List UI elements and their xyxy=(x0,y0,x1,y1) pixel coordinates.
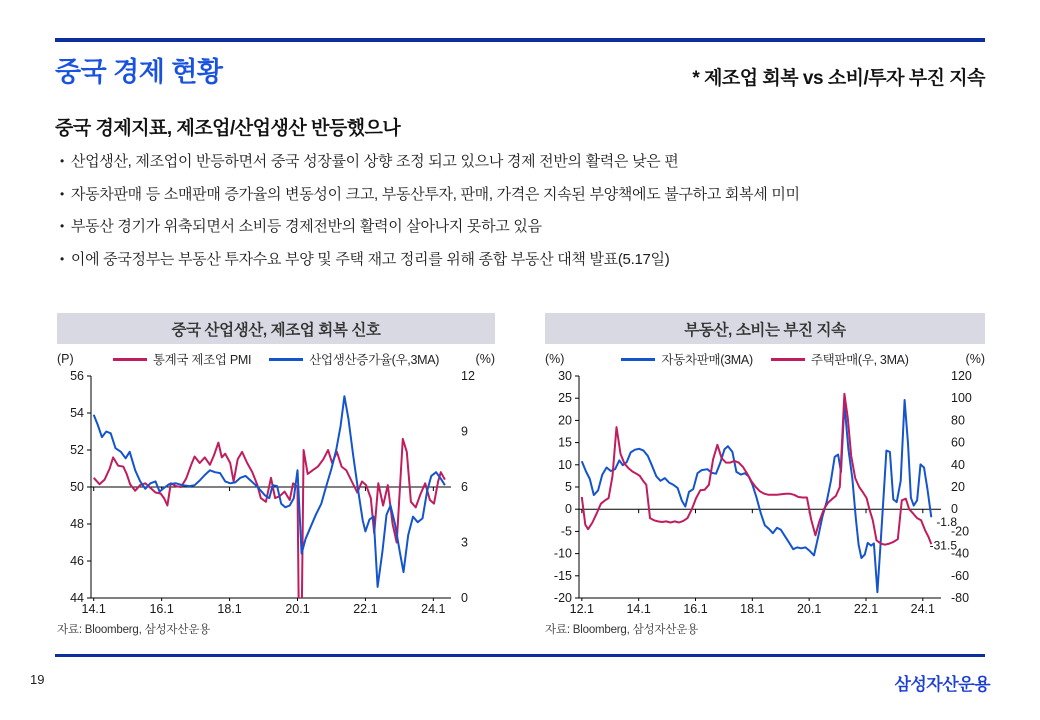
right-axis-unit: (%) xyxy=(965,352,985,366)
svg-text:20: 20 xyxy=(558,413,572,428)
svg-text:-5: -5 xyxy=(560,524,572,539)
svg-text:44: 44 xyxy=(70,591,84,605)
bullet-item: • 부동산 경기가 위축되면서 소비등 경제전반의 활력이 살아나지 못하고 있음 xyxy=(60,217,990,237)
chart-panel-industrial xyxy=(57,313,495,637)
svg-text:14.1: 14.1 xyxy=(81,602,106,616)
svg-text:0: 0 xyxy=(951,502,958,517)
svg-text:18.1: 18.1 xyxy=(217,602,242,616)
auto-home-sales-chart xyxy=(545,368,985,620)
svg-text:12: 12 xyxy=(461,369,475,383)
legend-item: 주택판매(우, 3MA) xyxy=(771,350,909,368)
chart-title-industrial: 중국 산업생산, 제조업 회복 신호 xyxy=(57,313,495,344)
svg-text:46: 46 xyxy=(70,554,84,568)
svg-text:16.1: 16.1 xyxy=(149,602,174,616)
bullet-list xyxy=(60,152,990,282)
page-number: 19 xyxy=(30,672,45,687)
svg-text:18.1: 18.1 xyxy=(740,602,765,616)
svg-text:20.1: 20.1 xyxy=(285,602,310,616)
svg-text:22.1: 22.1 xyxy=(853,602,879,616)
svg-text:80: 80 xyxy=(951,413,965,428)
right-axis-unit: (%) xyxy=(475,352,495,366)
svg-text:40: 40 xyxy=(951,457,965,472)
svg-text:16.1: 16.1 xyxy=(683,602,708,616)
svg-text:-20: -20 xyxy=(553,591,572,605)
svg-text:22.1: 22.1 xyxy=(353,602,378,616)
svg-text:30: 30 xyxy=(558,369,572,383)
svg-text:25: 25 xyxy=(558,391,572,406)
svg-text:24.1: 24.1 xyxy=(910,602,935,616)
title-annotation: * 제조업 회복 vs 소비/투자 부진 지속 xyxy=(692,68,985,89)
source-note: 자료: Bloomberg, 삼성자산운용 xyxy=(57,624,211,636)
svg-text:20: 20 xyxy=(951,480,965,494)
svg-text:24.1: 24.1 xyxy=(421,602,446,616)
legend-line-swatch xyxy=(113,358,147,361)
svg-text:54: 54 xyxy=(70,406,84,420)
svg-text:20.1: 20.1 xyxy=(796,602,822,616)
svg-text:15: 15 xyxy=(558,435,572,450)
legend-item: 통계국 제조업 PMI xyxy=(113,350,251,368)
svg-text:120: 120 xyxy=(951,369,972,383)
svg-text:-31.5: -31.5 xyxy=(929,538,957,553)
subtitle: 중국 경제지표, 제조업/산업생산 반등했으나 xyxy=(55,118,401,139)
svg-text:60: 60 xyxy=(951,435,965,450)
svg-text:0: 0 xyxy=(565,502,572,517)
legend-item: 산업생산증가율(우,3MA) xyxy=(269,350,439,368)
page-title: 중국 경제 현황 xyxy=(55,57,223,87)
industrial-production-pmi-chart xyxy=(57,368,495,620)
svg-text:50: 50 xyxy=(70,480,84,494)
svg-text:5: 5 xyxy=(565,480,572,494)
top-rule xyxy=(55,38,985,42)
legend-item: 자동차판매(3MA) xyxy=(621,350,752,368)
legend-line-swatch xyxy=(269,358,303,361)
svg-text:-60: -60 xyxy=(951,568,970,583)
bullet-item: • 이에 중국정부는 부동산 투자수요 부양 및 주택 재고 정리를 위해 종합 부동산 대책 발표(5.17일) xyxy=(60,250,990,270)
svg-text:100: 100 xyxy=(951,391,972,406)
left-axis-unit: (P) xyxy=(57,352,74,366)
chart-legend-industrial xyxy=(57,350,495,368)
svg-text:9: 9 xyxy=(461,424,468,439)
svg-text:10: 10 xyxy=(558,457,572,472)
svg-text:12.1: 12.1 xyxy=(569,602,595,616)
legend-line-swatch xyxy=(771,358,805,361)
bullet-item: • 산업생산, 제조업이 반등하면서 중국 성장률이 상향 조정 되고 있으나 경제 전반의 활력은 낮은 편 xyxy=(60,152,990,172)
svg-text:0: 0 xyxy=(461,591,468,605)
svg-text:-80: -80 xyxy=(951,591,970,605)
bullet-item: • 자동차판매 등 소매판매 증가율의 변동성이 크고, 부동산투자, 판매, 가격은 지속된 부양책에도 불구하고 회복세 미미 xyxy=(60,185,990,205)
svg-text:14.1: 14.1 xyxy=(626,602,651,616)
svg-text:3: 3 xyxy=(461,535,468,550)
svg-text:-1.8: -1.8 xyxy=(936,515,957,530)
svg-text:-10: -10 xyxy=(553,546,572,561)
svg-text:48: 48 xyxy=(70,517,84,531)
company-logo: 삼성자산운용 xyxy=(894,675,990,694)
svg-text:52: 52 xyxy=(70,443,84,457)
svg-text:56: 56 xyxy=(70,369,84,383)
chart-title-property: 부동산, 소비는 부진 지속 xyxy=(545,313,985,344)
source-note: 자료: Bloomberg, 삼성자산운용 xyxy=(545,624,699,636)
svg-text:6: 6 xyxy=(461,480,468,494)
chart-legend-property xyxy=(545,350,985,368)
legend-line-swatch xyxy=(621,358,655,361)
bottom-rule xyxy=(55,654,985,657)
svg-text:-20: -20 xyxy=(951,524,970,539)
left-axis-unit: (%) xyxy=(545,352,565,366)
svg-text:-40: -40 xyxy=(951,546,970,561)
chart-panel-property xyxy=(545,313,985,637)
svg-text:-15: -15 xyxy=(553,568,572,583)
